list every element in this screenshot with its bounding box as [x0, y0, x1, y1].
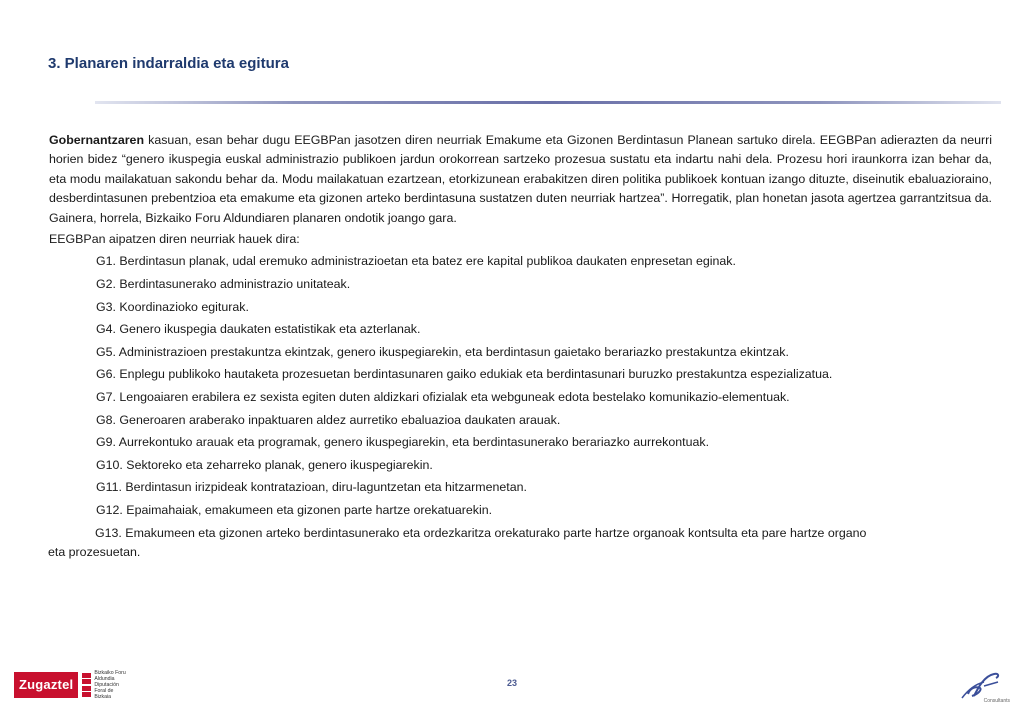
list-item: G9. Aurrekontuko arauak eta programak, genero ikuspegiarekin, eta berdintasunerako berariazko aurrekontuak.: [96, 435, 710, 450]
list-item: G3. Koordinazioko egiturak.: [96, 299, 249, 314]
page-number: 23: [506, 678, 517, 688]
title-divider: [95, 101, 1001, 104]
consultants-logo: [954, 668, 1012, 706]
paragraph-lead: Gobernantzaren: [49, 133, 145, 147]
list-item: G5. Administrazioen prestakuntza ekintzak, genero ikuspegiarekin, eta berdintasun gaietako berariazko prestakuntza ekintzak.: [96, 344, 789, 359]
bizkaia-logo-text: Bizkaiko Foru Aldundia Diputación Foral de Bizkaia: [94, 670, 126, 700]
list-item: G10. Sektoreko eta zeharreko planak, genero ikuspegiarekin.: [96, 457, 433, 472]
list-item: G1. Berdintasun planak, udal eremuko administrazioetan eta batez ere kapital publikoa daukaten enpresetan eginak.: [96, 254, 736, 269]
list-item: G4. Genero ikuspegia daukaten estatistikak eta azterlanak.: [96, 322, 421, 337]
governance-paragraph: [49, 131, 992, 228]
list-item-last: [49, 524, 992, 563]
measures-list: [49, 252, 992, 562]
page-title: 3. Planaren indarraldia eta egitura: [48, 55, 289, 72]
paragraph-text: kasuan, esan behar dugu EEGBPan jasotzen diren neurriak Emakume eta Gizonen Berdintasun Planean sartuko direla. EEGBPan adierazten da neurri horien bidez “genero ikuspegia euskal administrazio publikoen jardun orokorrean sartzeko prozesua sustatu eta indartu nahi dela. Prozesu hori iraunkorra izan behar da, eta modu mailakatuan sakondu behar da. Modu mailakatuan ezartzean, etorkizunean erabakitzen diren politika publikoek kontuan izango dituzte, diseinutik ebaluazioraino, desberdintasunen prebentzioa eta emakume eta gizonen arteko berdintasuna sustatzen duten neurriak hartzea”. Horregatik, plan honetan jasota agertzea garrantzitsua da. Gainera, horrela, Bizkaiko Foru Aldundiaren planaren ondotik joango gara.: [49, 133, 992, 225]
list-item: G6. Enplegu publikoko hautaketa prozesuetan berdintasunaren gaiko edukiak eta berdintasunari buruzko prestakuntza espezializatua.: [96, 367, 833, 382]
list-item: G7. Lengoaiaren erabilera ez sexista egiten duten aldizkari ofizialak eta webguneak edota bestelako komunikazio-elementuak.: [96, 390, 790, 404]
list-item-last-line1: G13. Emakumeen eta gizonen arteko berdintasunerako eta ordezkaritza orekaturako parte hartze organoak kontsulta eta pare hartze organo: [95, 525, 867, 540]
consultants-label: Consultants: [983, 698, 1010, 704]
measures-intro: EEGBPan aipatzen diren neurriak hauek dira:: [49, 232, 300, 247]
list-item-last-line2: eta prozesuetan.: [48, 544, 141, 559]
zugaztel-logo: Zugaztel: [14, 672, 78, 698]
list-item: G11. Berdintasun irizpideak kontratazioan, diru-laguntzetan eta hitzarmenetan.: [96, 480, 527, 495]
list-item: G2. Berdintasunerako administrazio unitateak.: [96, 277, 351, 292]
main-content: [49, 131, 992, 566]
list-item: G12. Epaimahaiak, emakumeen eta gizonen parte hartze orekatuarekin.: [96, 502, 493, 517]
list-item: G8. Generoaren araberako inpaktuaren aldez aurretiko ebaluazioa daukaten arauak.: [96, 412, 561, 427]
